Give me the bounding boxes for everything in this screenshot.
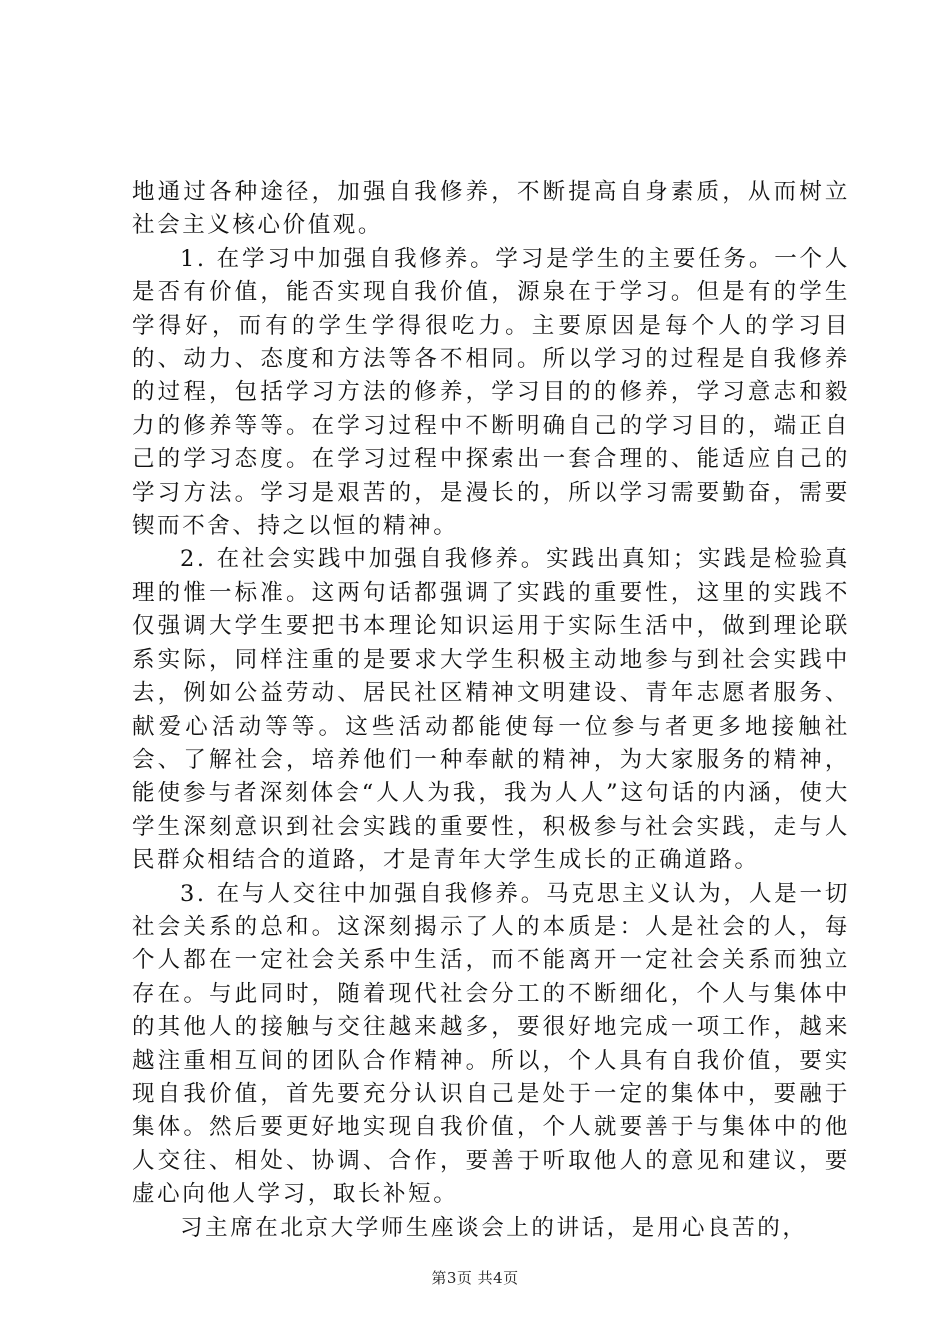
paragraph-continuation: 地通过各种途径，加强自我修养，不断提高自身素质，从而树立社会主义核心价值观。 xyxy=(132,179,850,239)
page-number: 第3页 共4页 xyxy=(431,1269,519,1287)
paragraph-study: 1. 在学习中加强自我修养。学习是学生的主要任务。一个人是否有价值，能否实现自我价值，源泉在于学习。但是有的学生学得好，而有的学生学得很吃力。主要原因是每个人的学习目的、动力、态度和方法等各不相同。所以学习的过程是自我修养的过程，包括学习方法的修养，学习目的的修养，学习意志和毅力的修养等等。在学习过程中不断明确自己的学习目的，端正自己的学习态度。在学习过程中探索出一套合理的、能适应自己的学习方法。学习是艰苦的，是漫长的，所以学习需要勤奋，需要锲而不舍、持之以恒的精神。 xyxy=(132,245,850,540)
body-text xyxy=(132,176,850,1245)
paragraph-closing: 习主席在北京大学师生座谈会上的讲话，是用心良苦的， xyxy=(180,1214,808,1241)
page-footer xyxy=(0,1267,950,1288)
paragraph-interpersonal: 3. 在与人交往中加强自我修养。马克思主义认为，人是一切社会关系的总和。这深刻揭示了人的本质是：人是社会的人，每个人都在一定社会关系中生活，而不能离开一定社会关系而独立存在。与此同时，随着现代社会分工的不断细化，个人与集体中的其他人的接触与交往越来越多，要很好地完成一项工作，越来越注重相互间的团队合作精神。所以，个人具有自我价值，要实现自我价值，首先要充分认识自己是处于一定的集体中，要融于集体。然后要更好地实现自我价值，个人就要善于与集体中的他人交往、相处、协调、合作，要善于听取他人的意见和建议，要虚心向他人学习，取长补短。 xyxy=(132,880,850,1208)
paragraph-social-practice: 2. 在社会实践中加强自我修养。实践出真知；实践是检验真理的惟一标准。这两句话都强调了实践的重要性，这里的实践不仅强调大学生要把书本理论知识运用于实际生活中，做到理论联系实际，同样注重的是要求大学生积极主动地参与到社会实践中去，例如公益劳动、居民社区精神文明建设、青年志愿者服务、献爱心活动等等。这些活动都能使每一位参与者更多地接触社会、了解社会，培养他们一种奉献的精神，为大家服务的精神，能使参与者深刻体会“人人为我，我为人人”这句话的内涵，使大学生深刻意识到社会实践的重要性，积极参与社会实践，走与人民群众相结合的道路，才是青年大学生成长的正确道路。 xyxy=(132,546,850,874)
